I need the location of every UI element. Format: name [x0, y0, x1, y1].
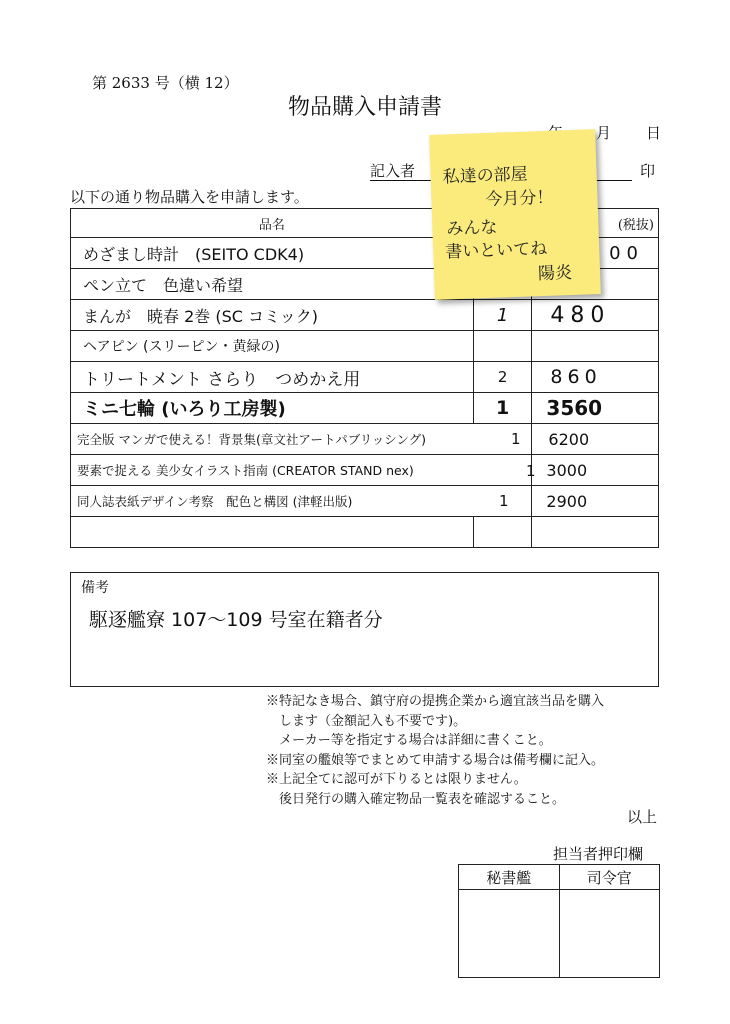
table-row — [71, 300, 659, 331]
notes-list — [266, 692, 604, 809]
item-qty-text: 1 — [526, 462, 536, 480]
stamp-header-secretary: 秘書艦 — [459, 865, 560, 890]
sticky-note-line: 私達の部屋 — [442, 164, 528, 188]
table-row — [71, 486, 659, 517]
header-item-name: 品名 — [71, 209, 474, 238]
remarks-box[interactable] — [70, 572, 659, 687]
note-line: ※上記全てに認可が下りるとは限りません。 — [266, 772, 527, 787]
item-price-cell[interactable]: 2900 — [532, 486, 659, 517]
form-number: 第 2633 号（横 12） — [92, 74, 239, 92]
item-name-text: 同人誌表紙デザイン考察 配色と構図 (津軽出版) — [77, 494, 353, 509]
note-line: 後日発行の購入確定物品一覧表を確認すること。 — [266, 791, 566, 807]
item-price-cell[interactable]: 6200 — [532, 424, 659, 455]
item-price-cell[interactable]: 860 — [532, 362, 659, 393]
item-name-cell[interactable] — [71, 424, 532, 455]
item-price-cell[interactable]: 3000 — [532, 455, 659, 486]
item-qty-cell[interactable]: 1 — [473, 300, 532, 331]
item-name-cell[interactable]: ヘアピン (スリーピン・黄緑の) — [71, 331, 474, 362]
item-price-cell[interactable]: 480 — [532, 300, 659, 331]
table-row — [71, 455, 659, 486]
stamp-section-title: 担当者押印欄 — [553, 845, 644, 863]
table-row — [71, 362, 659, 393]
table-row — [71, 517, 659, 548]
stamp-box-secretary[interactable] — [459, 890, 560, 978]
stamp-box-admiral[interactable] — [559, 890, 660, 978]
sticky-note-line: みんな — [446, 217, 498, 240]
header-price: (税抜) — [532, 209, 659, 238]
table-row — [71, 393, 659, 424]
item-qty-cell[interactable]: 1 — [473, 393, 532, 424]
item-price-cell[interactable]: 00 — [532, 238, 659, 269]
item-qty-cell[interactable]: 2 — [473, 362, 532, 393]
intro-text: 以下の通り物品購入を申請します。 — [70, 188, 309, 206]
item-name-cell[interactable]: ペン立て 色違い希望 — [71, 269, 474, 300]
item-name-cell[interactable] — [71, 486, 532, 517]
remarks-text: 駆逐艦寮 107〜109 号室在籍者分 — [89, 609, 383, 631]
sticky-note-line: 今月分！ — [485, 187, 554, 211]
sticky-note-signature: 陽炎 — [537, 263, 573, 285]
item-price-cell[interactable]: 3560 — [532, 393, 659, 424]
item-name-cell[interactable]: トリートメント さらり つめかえ用 — [71, 362, 474, 393]
item-qty-cell[interactable] — [473, 331, 532, 362]
item-qty-cell[interactable] — [473, 517, 532, 548]
note-line: ※特記なき場合、鎮守府の提携企業から適宜該当品を購入 — [266, 694, 605, 709]
item-price-cell[interactable] — [532, 517, 659, 548]
sticky-note[interactable] — [429, 129, 601, 300]
remarks-label: 備考 — [81, 580, 109, 596]
note-line: メーカー等を指定する場合は詳細に書くこと。 — [266, 733, 552, 748]
sticky-note-line: 書いといてね — [444, 238, 548, 263]
applicant-label: 記入者 — [370, 162, 416, 180]
table-row — [71, 331, 659, 362]
item-qty-text: 1 — [511, 430, 521, 448]
date-day-label: 日 — [646, 124, 662, 142]
stamp-header-admiral: 司令官 — [559, 865, 660, 890]
item-name-text: 完全版 マンガで使える！背景集(章文社アートパブリッシング) — [77, 432, 427, 447]
item-name-cell[interactable]: ミニ七輪 (いろり工房製) — [71, 393, 474, 424]
note-line: ※同室の艦娘等でまとめて申請する場合は備考欄に記入。 — [266, 752, 605, 768]
item-name-cell[interactable]: まんが 暁春 2巻 (SC コミック) — [71, 300, 474, 331]
item-name-cell[interactable] — [71, 455, 536, 486]
item-name-text: 要素で捉える 美少女イラスト指南 (CREATOR STAND nex) — [77, 463, 414, 478]
closing-text: 以上 — [627, 808, 658, 826]
page-title: 物品購入申請書 — [287, 95, 442, 120]
stamp-table — [458, 864, 660, 978]
note-line: します（金額記入も不要です)。 — [266, 713, 467, 729]
item-qty-text: 1 — [499, 492, 509, 510]
table-row — [71, 424, 659, 455]
item-price-cell[interactable] — [532, 331, 659, 362]
item-name-cell[interactable] — [71, 517, 474, 548]
item-name-cell[interactable]: めざまし時計 (SEITO CDK4) — [71, 238, 474, 269]
seal-label: 印 — [640, 162, 656, 180]
date-month-label: 月 — [596, 124, 612, 142]
